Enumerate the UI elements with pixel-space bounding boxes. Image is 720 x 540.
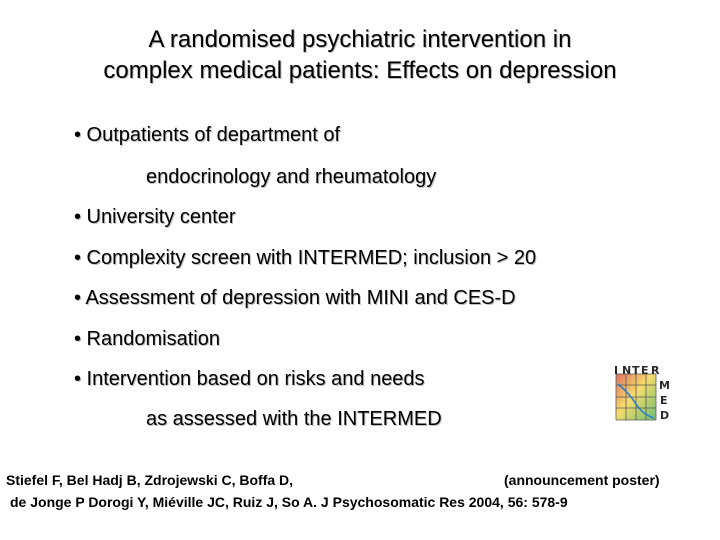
logo-letter-i: I xyxy=(614,364,619,377)
reference-line-1: Stiefel F, Bel Hadj B, Zdrojewski C, Boffa D, xyxy=(6,472,294,488)
logo-letter-m: M xyxy=(659,379,670,392)
logo-letter-n: N xyxy=(622,364,632,377)
logo-letter-e2: E xyxy=(660,394,668,407)
bullet-intervention: • Intervention based on risks and needs xyxy=(74,368,425,390)
logo-letter-r: R xyxy=(651,364,660,377)
bullet-outpatients: • Outpatients of department of xyxy=(74,124,341,146)
bullet-randomisation: • Randomisation xyxy=(74,328,220,350)
bullet-assessment-depression: • Assessment of depression with MINI and CES-D xyxy=(74,287,516,309)
logo-letter-e: E xyxy=(641,364,649,377)
bullet-complexity-screen: • Complexity screen with INTERMED; inclusion > 20 xyxy=(74,247,537,269)
reference-line-2: de Jonge P Dorogi Y, Miéville JC, Ruiz J, So A. J Psychosomatic Res 2004, 56: 578-9 xyxy=(10,494,568,510)
bullet-intervention-continuation: as assessed with the INTERMED xyxy=(146,408,442,430)
bullet-university-center: • University center xyxy=(74,206,236,228)
slide-title xyxy=(0,24,720,86)
bullet-outpatients-continuation: endocrinology and rheumatology xyxy=(146,166,437,188)
title-line-1: A randomised psychiatric intervention in xyxy=(148,26,572,53)
logo-letter-d: D xyxy=(660,409,670,422)
title-line-2: complex medical patients: Effects on depression xyxy=(103,57,617,84)
reference-note: (announcement poster) xyxy=(504,472,660,488)
intermed-logo-icon xyxy=(610,364,672,424)
logo-letter-t: T xyxy=(632,364,640,377)
